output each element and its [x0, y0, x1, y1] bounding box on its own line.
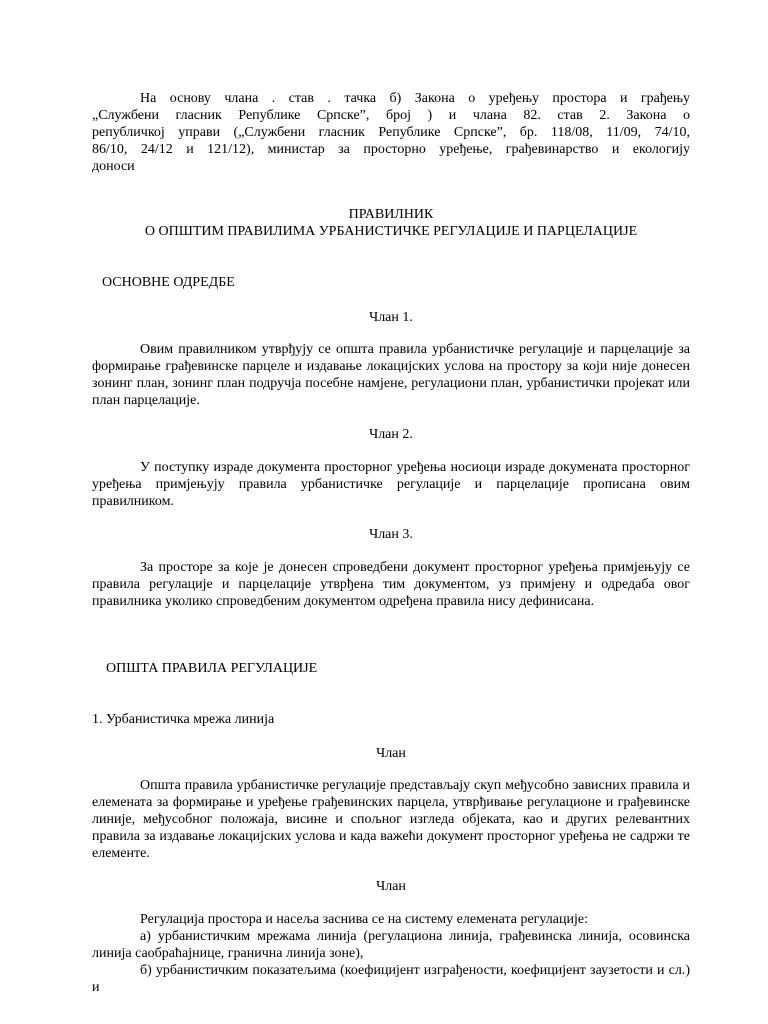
- title-line-1: ПРАВИЛНИК: [348, 207, 434, 222]
- preamble-line: 86/10, 24/12 и 121/12), министар за просторно уређење, грађевинарство и екологију: [92, 142, 690, 157]
- article-4-heading: Члан: [376, 746, 406, 761]
- subsection-heading: 1. Урбанистичка мрежа линија: [92, 712, 275, 727]
- article-5-item-b: б) урбанистичким показатељима (коефицијент изграђености, коефицијент заузетости и сл.) и: [92, 963, 690, 995]
- article-1-text: Овим правилником утврђују се општа правила урбанистичке регулације и парцелације за формирање грађевинске парцеле и издавање локацијских услова на простору за који није донесен зонинг план, зонинг план подручја посебне намјене, регулациони план, урбанистички пројекат или план парцелације.: [92, 342, 690, 408]
- article-2-heading: Члан 2.: [369, 427, 413, 442]
- preamble-line: На основу члана . став . тачка б) Закона о уређењу простора и грађењу: [140, 91, 690, 106]
- section-heading-general-regulation: ОПШТА ПРАВИЛА РЕГУЛАЦИЈЕ: [106, 661, 318, 676]
- article-5-item-a: а) урбанистичким мрежама линија (регулациона линија, грађевинска линија, осовинска линија саобраћајнице, гранична линија зоне),: [92, 929, 690, 961]
- article-5-heading: Члан: [376, 879, 406, 894]
- preamble-line: доноси: [92, 159, 135, 174]
- document-title: [92, 206, 690, 240]
- preamble-line: „Службени гласник Републике Српске”, број ) и члана 82. став 2. Закона о: [92, 108, 690, 123]
- title-line-2: О ОПШТИМ ПРАВИЛИМА УРБАНИСТИЧКЕ РЕГУЛАЦИЈЕ И ПАРЦЕЛАЦИЈЕ: [144, 224, 638, 239]
- article-5-intro: Регулација простора и насеља заснива се на систему елемената регулације:: [140, 912, 588, 927]
- article-1-heading: Члан 1.: [369, 310, 413, 325]
- article-2-text: У поступку израде документа просторног уређења носиоци израде докумената просторног уређења примјењују правила урбанистичке регулације и парцелације прописана овим правилником.: [92, 460, 690, 509]
- preamble: [92, 90, 690, 175]
- article-3-text: За просторе за које је донесен спроведбени документ просторног уређења примјењују се правила регулације и парцелације утврђена тим документом, уз примјену и одредаба овог правилника уколико спроведбеним документом одређена правила нису дефинисана.: [92, 560, 690, 609]
- article-3-heading: Члан 3.: [369, 527, 413, 542]
- section-heading-basic-provisions: ОСНОВНЕ ОДРЕДБЕ: [102, 275, 235, 290]
- article-4-text: Општа правила урбанистичке регулације представљају скуп међусобно зависних правила и елемената за формирање и уређење грађевинских парцела, утврђивање регулационе и грађевинске линије, међусобног положаја, висине и спољног изгледа објеката, као и других релевантних правила за издавање локацијских услова и када важећи документ просторног уређења не садржи те елементе.: [92, 778, 690, 861]
- preamble-line: републичкој управи („Службени гласник Републике Српске”, бр. 118/08, 11/09, 74/10,: [92, 125, 690, 140]
